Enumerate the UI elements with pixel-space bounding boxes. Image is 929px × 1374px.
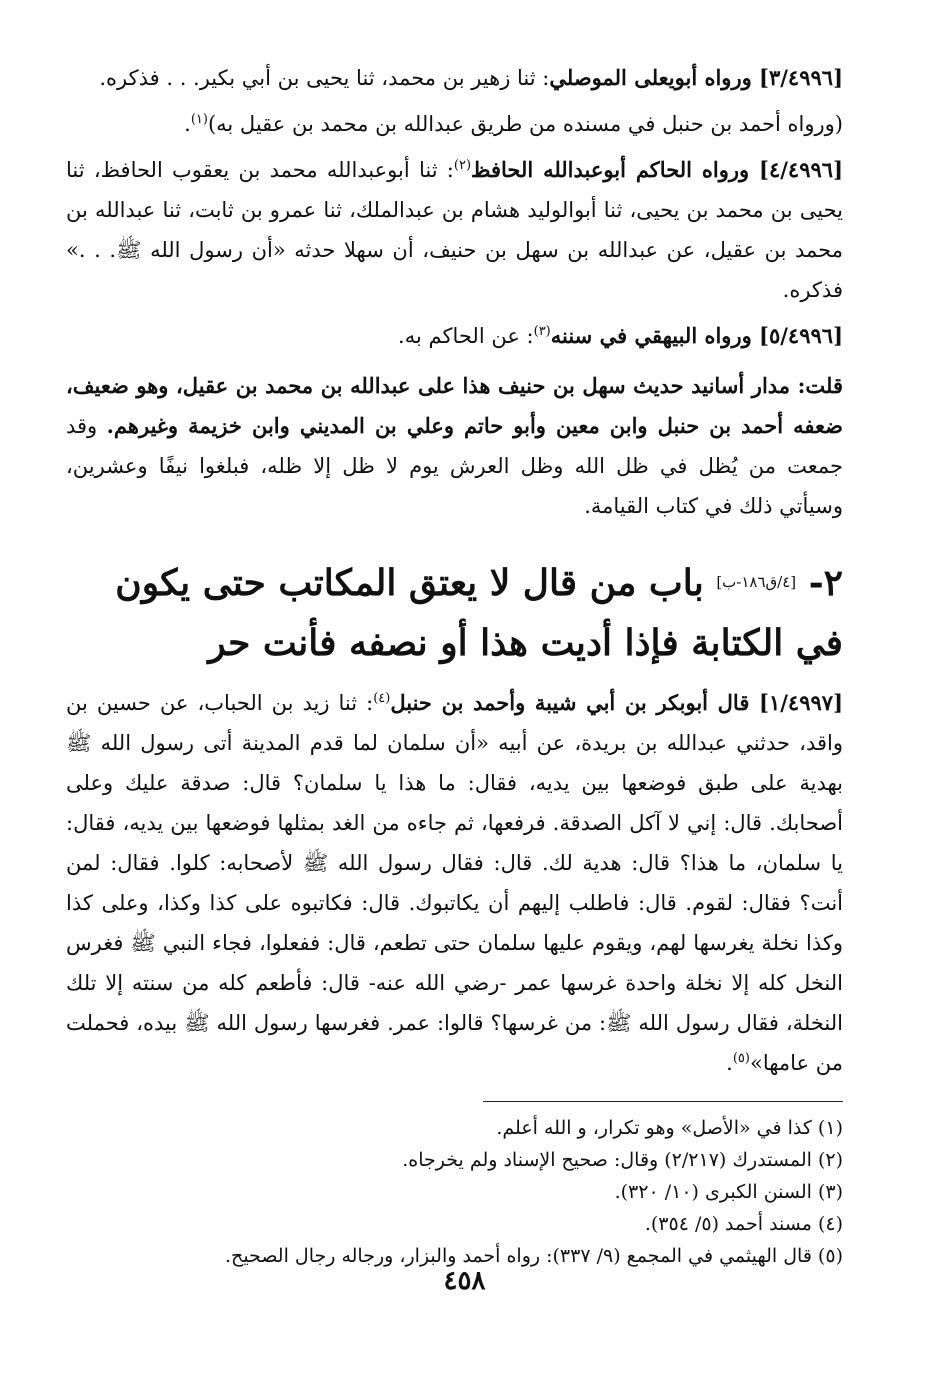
- narration-text: : ثنا أبوعبدالله محمد بن يعقوب الحافظ، ثنا يحيى بن محمد بن يحيى، ثنا أبوالوليد هشام بن عبدالملك، ثنا عمرو بن ثابت، ثنا عبدالله بن محمد بن عقيل، عن عبدالله بن سهل بن حنيف، أن سهلا حدثه «أن رسول الله ﷺ. . .» فذكره.: [66, 158, 843, 302]
- footnotes: [66, 1112, 843, 1272]
- narration-lead: [٤/٤٩٩٦] ورواه الحاكم أبوعبدالله الحافظ: [471, 157, 843, 182]
- narration-5-4996: [66, 316, 843, 356]
- manuscript-ref: [٤/ق١٨٦-ب]: [716, 573, 797, 591]
- footnote-ref[interactable]: (٣): [533, 324, 551, 339]
- punctuation: .: [184, 112, 191, 136]
- punctuation: .: [726, 1051, 733, 1075]
- footnote-2: (٢) المستدرك (٢/٢١٧) وقال: صحيح الإسناد ولم يخرجاه.: [402, 1149, 843, 1171]
- footnote-5: (٥) قال الهيثمي في المجمع (٩/ ٣٣٧): رواه أحمد والبزار، ورجاله رجال الصحيح.: [225, 1245, 843, 1267]
- narration-lead: [٣/٤٩٩٦] وروا‌ه أبويعلى الموصلي: [549, 65, 843, 90]
- chapter-heading: [66, 552, 843, 673]
- hadith-text: : ثنا زيد بن الحباب، عن حسين بن واقد، حدثني عبدالله بن بريدة، عن أبيه «أن سلمان لما قدم المدينة أتى رسول الله ﷺ بهدية على طبق فوضعها بين يديه، فقال: ما هذا يا سلمان؟ قال: صدقة عليك وعلى أصحابك. قال: إني لا آكل الصدقة. فرفعها، ثم جاءه من الغد بمثلها فوضعها بين يديه، فقال: يا سلمان، ما هذا؟ قال: هدية لك. قال: فقال رسول الله ﷺ لأصحابه: كلوا. فقال: لمن أنت؟ فقال: لقوم. قال: فاطلب إليهم أن يكاتبوك. قال: فكاتبوه على كذا وكذا، وعلى كذا وكذا نخلة يغرسها لهم، ويقوم عليها سلمان حتى تطعم، قال: ففعلوا، فجاء النبي ﷺ فغرس النخل كله إلا نخلة واحدة غرسها عمر -رضي الله عنه- قال: فأطعم كله من سنته إلا تلك النخلة، فقال رسول الله ﷺ: من غرسها؟ قالوا: عمر. فغرسها رسول الله ﷺ بيده، فحملت من عامها»: [66, 691, 843, 1075]
- narration-text: : ثنا زهير بن محمد، ثنا يحيى بن أبي بكير. . . فذكره.: [99, 66, 550, 90]
- footnote-4: (٤) مسند أحمد (٥/ ٣٥٤).: [644, 1213, 843, 1235]
- narration-text: (ورواه أحمد بن حنبل في مسنده من طريق عبدالله بن محمد بن عقيل به): [207, 112, 843, 136]
- narration-4-4996: [66, 150, 843, 310]
- hadith-1-4997: [66, 683, 843, 1083]
- narration-ahmad-note: [66, 104, 843, 144]
- comment-text: وقد جمعت من يُظل في ظل الله وظل العرش يوم لا ظل إلا ظله، فبلغوا نيفًا وعشرين، وسيأتي ذلك في كتاب القيامة.: [66, 414, 843, 518]
- narration-lead: [٥/٤٩٩٦] ورواه البيهقي في سننه: [550, 323, 843, 348]
- page-number: ٤٥٨: [443, 1266, 486, 1296]
- chapter-title: باب من قال لا يعتق المكاتب حتى يكون في الكتابة فإذا أديت هذا أو نصفه فأنت حر: [115, 562, 843, 664]
- footnote-1: (١) كذا في «الأصل» وهو تكرار، و الله أعلم.: [496, 1117, 843, 1139]
- footnote-divider: [483, 1101, 843, 1102]
- footnote-ref[interactable]: (١): [190, 112, 208, 127]
- footnote-ref[interactable]: (٥): [732, 1051, 750, 1066]
- narration-3-4996: [66, 58, 843, 98]
- footnote-ref[interactable]: (٤): [373, 691, 391, 706]
- footnote-ref[interactable]: (٢): [453, 158, 472, 173]
- comment-lead: قلت: مدار أسانيد حديث سهل بن حنيف هذا على عبدالله بن محمد بن عقيل، وهو ضعيف، ضعفه أحمد بن حنبل وابن معين وأبو حاتم وعلي بن المديني وابن خزيمة وغيرهم.: [66, 373, 843, 438]
- hadith-lead: [١/٤٩٩٧] قال أبوبكر بن أبي شيبة وأحمد بن حنبل: [390, 690, 843, 715]
- chapter-number: ٢-: [808, 562, 843, 604]
- narration-text: : عن الحاكم به.: [398, 324, 534, 348]
- footnote-3: (٣) السنن الكبرى (١٠/ ٣٢٠).: [614, 1181, 843, 1203]
- author-comment: [66, 366, 843, 526]
